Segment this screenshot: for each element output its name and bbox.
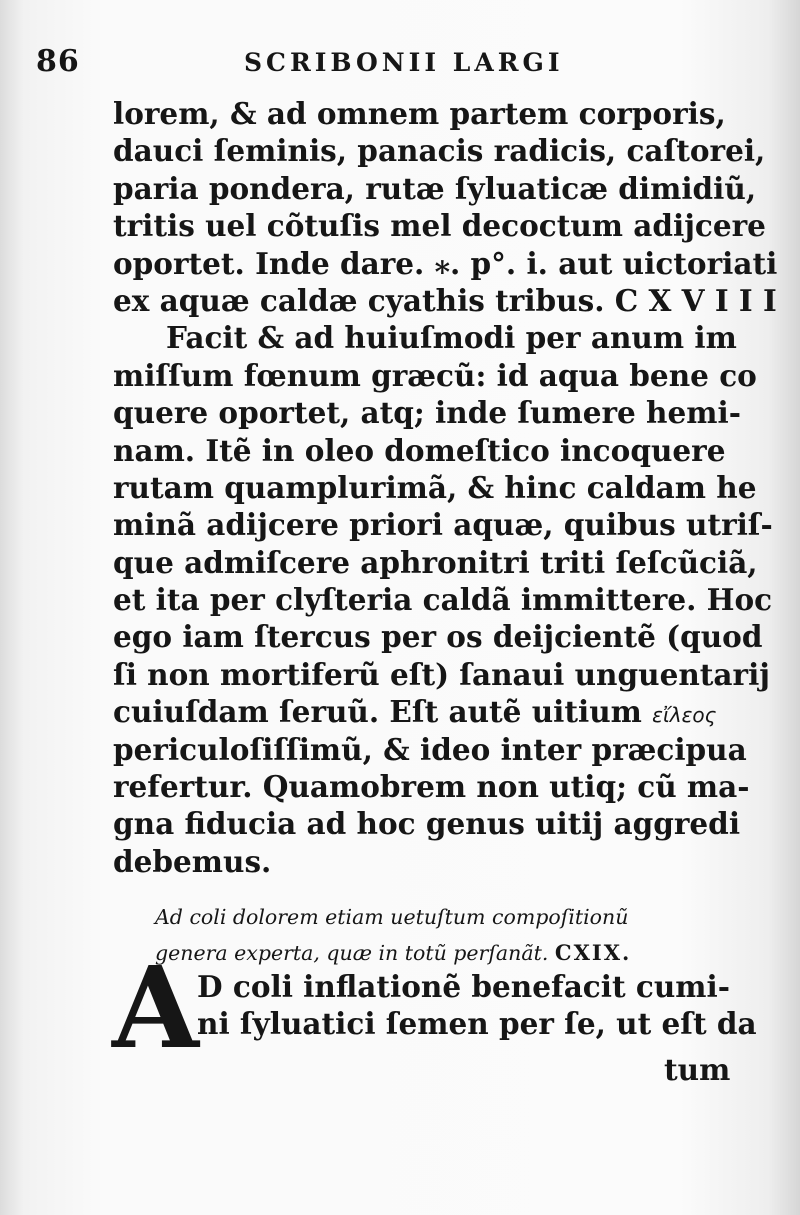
text-line: tritis uel cõtuſis mel decoctum adijcere [113,208,766,244]
text-line: dauci ſeminis, panacis radicis, caſtorei, [113,133,766,169]
text-line: ego iam ſtercus per os deijcientẽ (quod [113,619,763,655]
text-line: gna fiducia ad hoc genus uitij aggredi [113,806,741,842]
caption-line-2 [155,935,745,971]
main-text-block [113,95,778,880]
text-line: Facit & ad huiuſmodi per anum im [166,320,737,356]
text-line: quere oportet, atq; inde ſumere hemi- [113,395,741,431]
page-header [36,44,736,84]
caption-line-1: Ad coli dolorem etiam uetuſtum compoſitionũ [155,905,629,929]
text-line: miſſum fœnum græcũ: id aqua bene co [113,357,757,393]
text-line: refertur. Quamobrem non utiq; cũ ma- [113,769,750,805]
running-head: SCRIBONII LARGI [244,48,564,77]
final-paragraph [197,968,757,1043]
text-line: ex aquæ caldæ cyathis tribus. C X V I I I [113,282,777,318]
caption-text: genera experta, quæ in totũ perſanãt. [155,941,549,965]
text-line: ſi non mortiferũ eſt) ſanaui unguentarij [113,656,770,692]
text-line: et ita per clyſteria caldã immittere. Hoc [113,582,773,618]
text-line: ni ſyluatici ſemen per ſe, ut eſt da [197,1006,757,1042]
text-line: paria pondera, rutæ ſyluaticæ dimidiũ, [113,170,757,206]
page-number: 86 [36,44,80,79]
text-line: minã adijcere priori aquæ, quibus utriſ- [113,507,773,543]
greek-word: εἴλεος [652,703,717,728]
text-line: periculoſiſſimũ, & ideo inter præcipua [113,731,747,767]
catchword: tum [664,1052,731,1087]
text-line-with-greek [113,693,743,730]
text-line: rutam quamplurimã, & hinc caldam he [113,469,757,505]
text-line: debemus. [113,843,272,879]
text-line: D coli inflationẽ benefacit cumi- [197,969,730,1004]
section-number: CXIX. [554,940,632,965]
text-line: que admiſcere aphronitri triti ſeſcũciã, [113,544,758,580]
section-caption [155,900,745,971]
text-line-latin: cuiuſdam ſeruũ. Eſt autẽ uitium [113,694,642,730]
text-line: oportet. Inde dare. ⁎. p°. i. aut uictoriati [113,245,778,281]
text-line: lorem, & ad omnem partem corporis, [113,96,726,131]
text-line: nam. Itẽ in oleo domeſtico incoquere [113,432,726,468]
drop-cap-initial: A [112,943,199,1074]
